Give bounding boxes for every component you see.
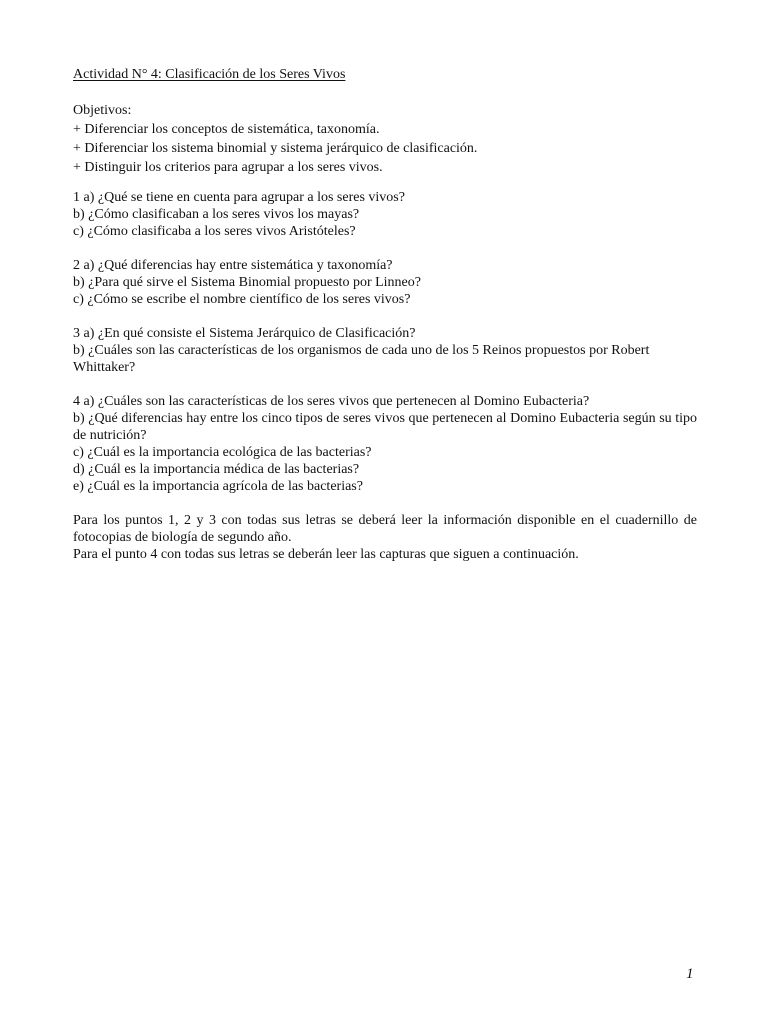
question-block-2 xyxy=(73,257,697,308)
question-line: d) ¿Cuál es la importancia médica de las bacterias? xyxy=(73,462,360,477)
objectives-heading: Objetivos: xyxy=(73,103,132,118)
objective-item: + Diferenciar los sistema binomial y sistema jerárquico de clasificación. xyxy=(73,141,478,156)
question-line: 3 a) ¿En qué consiste el Sistema Jerárquico de Clasificación? xyxy=(73,326,416,341)
question-block-3 xyxy=(73,325,697,376)
objective-item: + Distinguir los criterios para agrupar a los seres vivos. xyxy=(73,160,383,175)
document-page xyxy=(73,66,697,563)
question-line: c) ¿Cómo se escribe el nombre científico de los seres vivos? xyxy=(73,292,411,307)
question-block-1 xyxy=(73,189,697,240)
question-line: b) ¿Para qué sirve el Sistema Binomial propuesto por Linneo? xyxy=(73,275,421,290)
question-line: b) ¿Qué diferencias hay entre los cinco tipos de seres vivos que pertenecen al Domino Eubacteria según su tipo de nutrición? xyxy=(73,411,697,443)
question-line: b) ¿Cuáles son las características de los organismos de cada uno de los 5 Reinos propuestos por Robert Whittaker? xyxy=(73,343,650,375)
question-block-4 xyxy=(73,393,697,495)
page-number: 1 xyxy=(686,966,694,982)
question-line: 1 a) ¿Qué se tiene en cuenta para agrupar a los seres vivos? xyxy=(73,190,405,205)
question-line: c) ¿Cómo clasificaba a los seres vivos Aristóteles? xyxy=(73,224,356,239)
question-line: b) ¿Cómo clasificaban a los seres vivos los mayas? xyxy=(73,207,360,222)
objective-item: + Diferenciar los conceptos de sistemática, taxonomía. xyxy=(73,122,380,137)
instruction-paragraph: Para el punto 4 con todas sus letras se deberán leer las capturas que siguen a continuación. xyxy=(73,547,579,562)
instruction-paragraph: Para los puntos 1, 2 y 3 con todas sus letras se deberá leer la información disponible en el cuadernillo de fotocopias de biología de segundo año. xyxy=(73,513,697,545)
question-line: c) ¿Cuál es la importancia ecológica de las bacterias? xyxy=(73,445,372,460)
objectives-section xyxy=(73,102,697,176)
question-line: 4 a) ¿Cuáles son las características de los seres vivos que pertenecen al Domino Eubacteria? xyxy=(73,394,590,409)
question-line: 2 a) ¿Qué diferencias hay entre sistemática y taxonomía? xyxy=(73,258,393,273)
page-title: Actividad N° 4: Clasificación de los Seres Vivos xyxy=(73,67,346,82)
question-line: e) ¿Cuál es la importancia agrícola de las bacterias? xyxy=(73,479,363,494)
instructions-section xyxy=(73,512,697,563)
